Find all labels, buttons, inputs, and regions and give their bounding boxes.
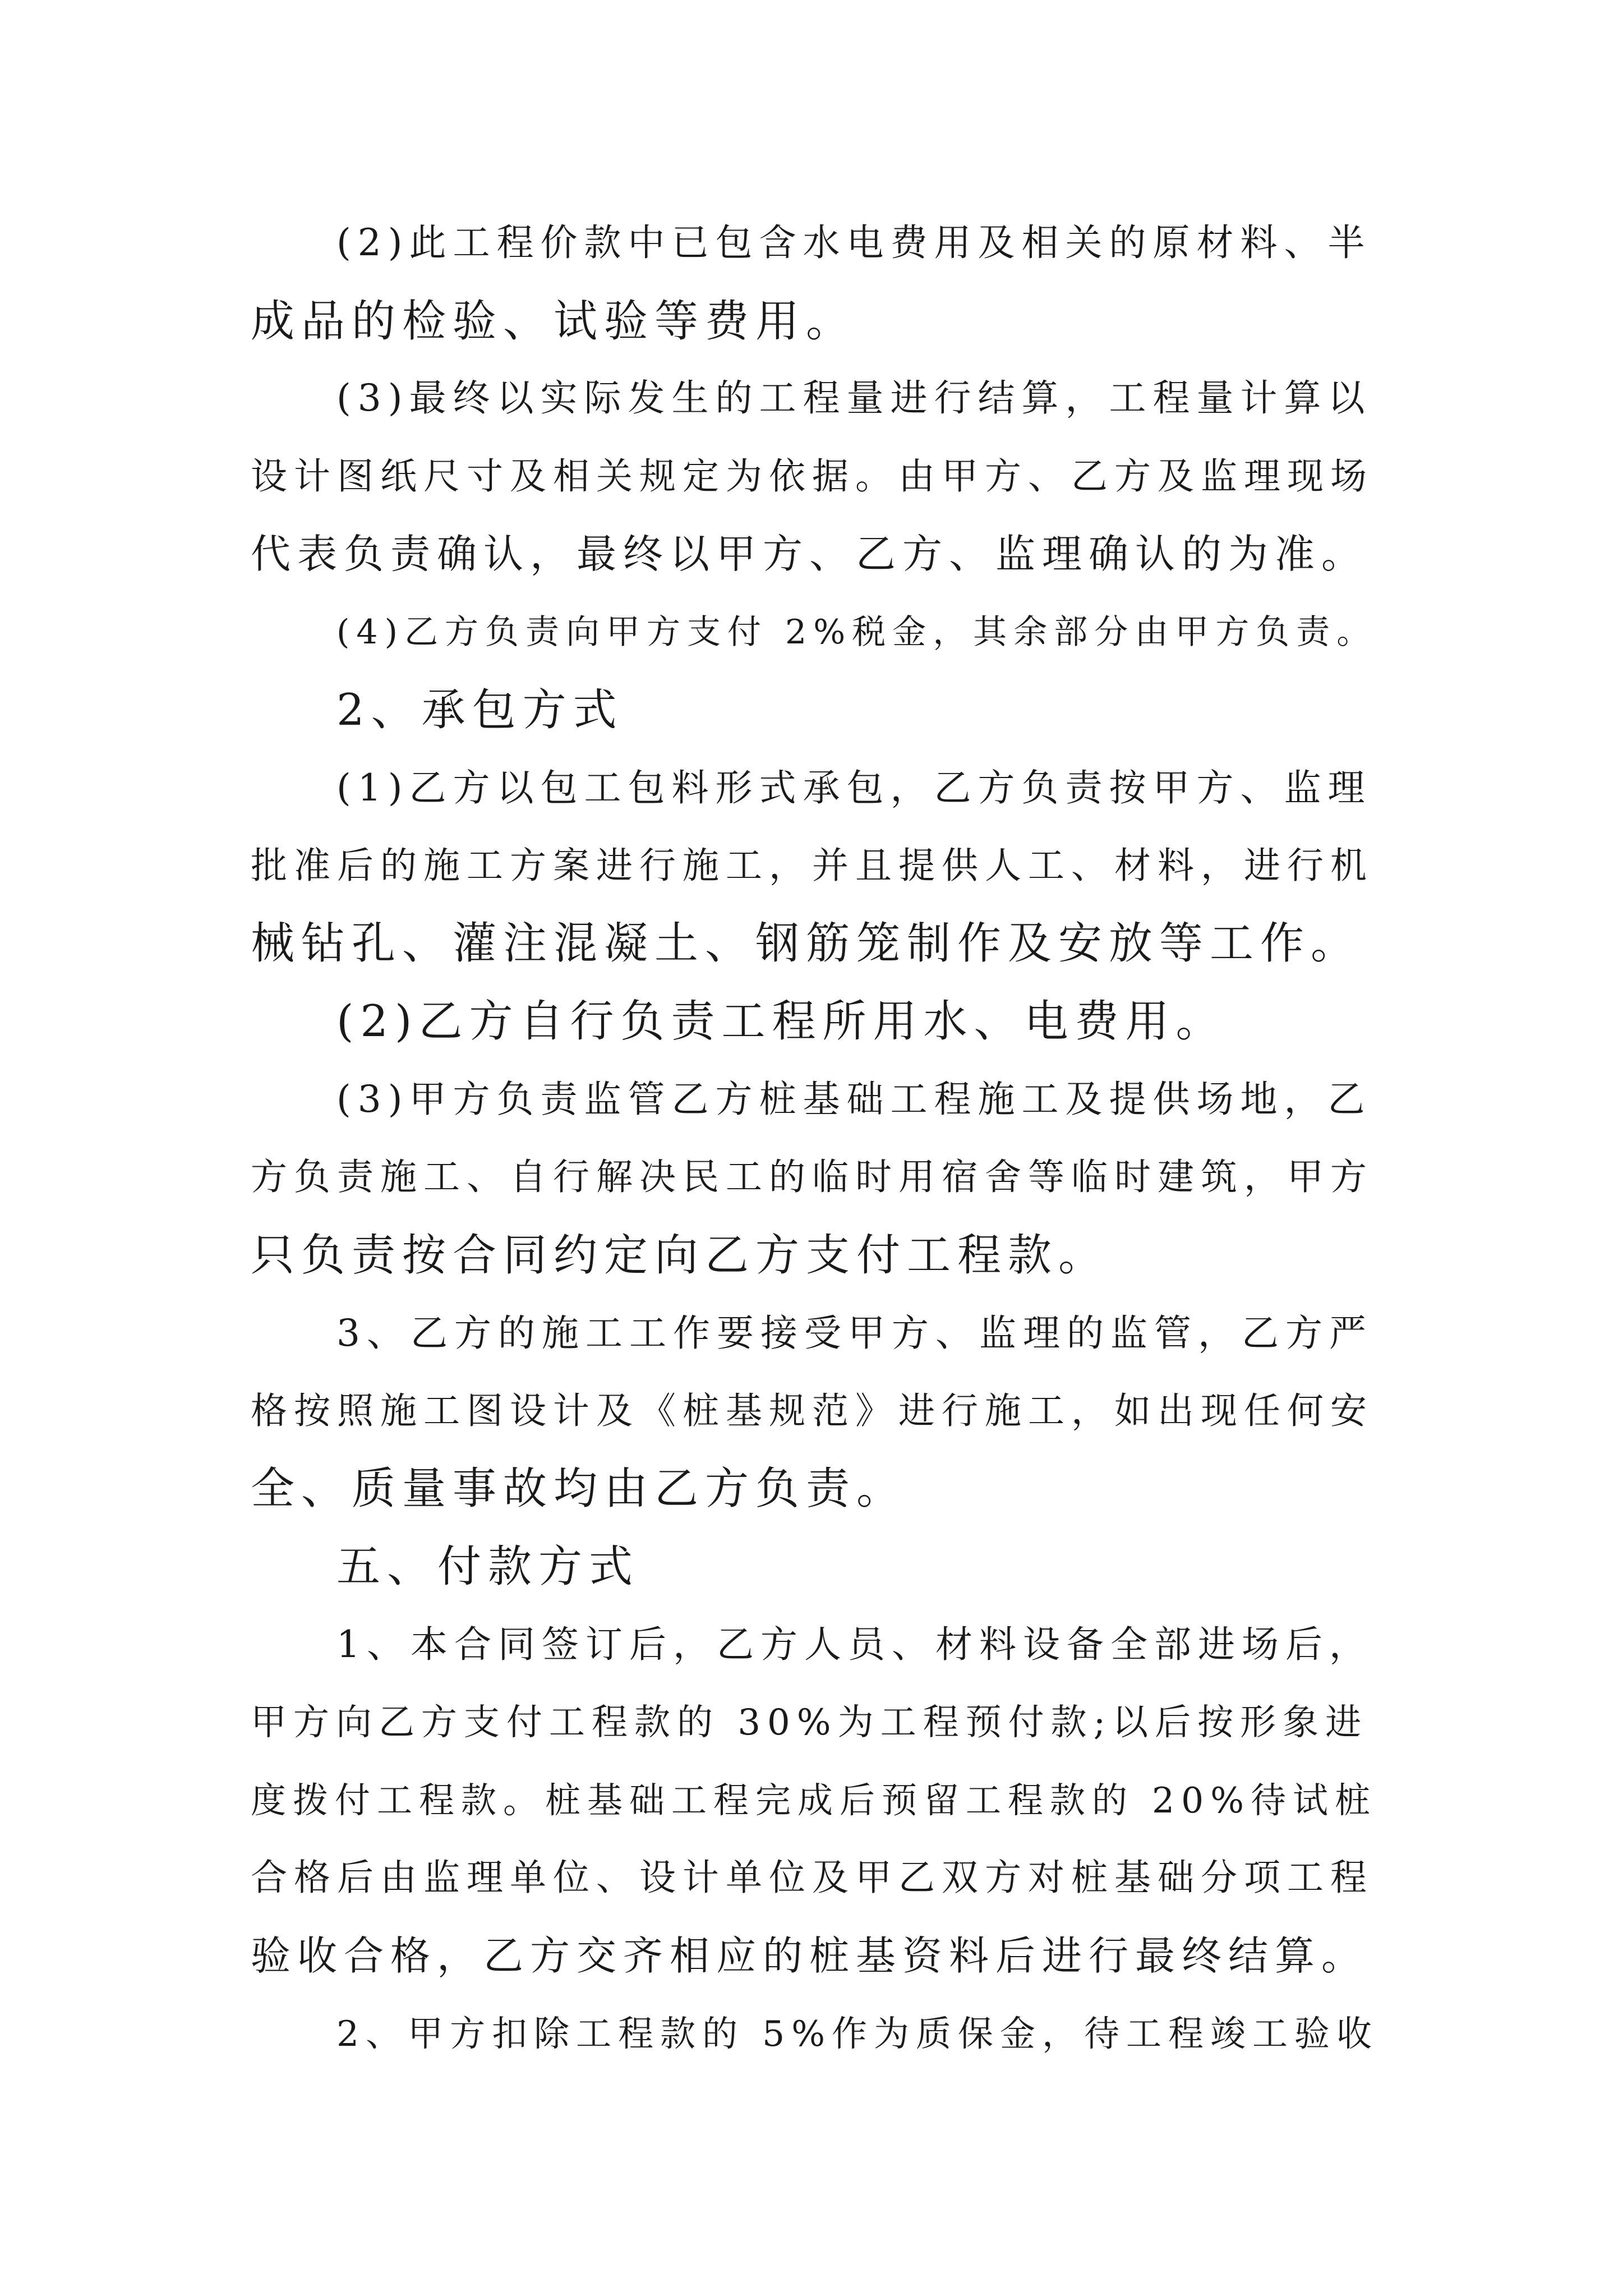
text-line: 设计图纸尺寸及相关规定为依据。由甲方、乙方及监理现场: [251, 455, 1374, 498]
text-line: 方负责施工、自行解决民工的临时用宿舍等临时建筑，甲方: [251, 1156, 1374, 1198]
text-line: 度拨付工程款。桩基础工程完成后预留工程款的 20%待试桩: [251, 1780, 1377, 1821]
text-line: 合格后由监理单位、设计单位及甲乙双方对桩基础分项工程: [251, 1857, 1374, 1899]
section-heading: 2、承包方式: [336, 685, 624, 735]
text-line: 批准后的施工方案进行施工，并且提供人工、材料，进行机: [251, 845, 1374, 887]
text-line: 2、甲方扣除工程款的 5%作为质保金，待工程竣工验收: [336, 2013, 1379, 2054]
text-line: (1)乙方以包工包料形式承包，乙方负责按甲方、监理: [336, 766, 1372, 809]
text-line: 成品的检验、试验等费用。: [251, 296, 857, 347]
text-line: (3)最终以实际发生的工程量进行结算，工程量计算以: [336, 376, 1372, 420]
text-line: 甲方向乙方支付工程款的 30%为工程预付款;以后按形象进: [251, 1702, 1368, 1743]
text-line: (2)乙方自行负责工程所用水、电费用。: [336, 996, 1227, 1047]
text-line: 全、质量事故均由乙方负责。: [251, 1464, 907, 1514]
text-line: (3)甲方负责监管乙方桩基础工程施工及提供场地，乙: [336, 1078, 1372, 1121]
text-line: 只负责按合同约定向乙方支付工程款。: [251, 1230, 1109, 1281]
text-line: 3、乙方的施工工作要接受甲方、监理的监管，乙方严: [336, 1312, 1373, 1355]
text-line: 1、本合同签订后，乙方人员、材料设备全部进场后，: [336, 1623, 1373, 1666]
text-line: (4)乙方负责向甲方支付 2%税金，其余部分由甲方负责。: [336, 613, 1377, 652]
section-heading: 五、付款方式: [336, 1542, 640, 1592]
text-line: 格按照施工图设计及《桩基规范》进行施工，如出现任何安: [251, 1390, 1374, 1432]
text-line: 验收合格，乙方交齐相应的桩基资料后进行最终结算。: [251, 1932, 1368, 1979]
text-line: 代表负责确认，最终以甲方、乙方、监理确认的为准。: [251, 531, 1368, 577]
text-line: 械钻孔、灌注混凝土、钢筋笼制作及安放等工作。: [251, 918, 1362, 969]
text-line: (2)此工程价款中已包含水电费用及相关的原材料、半: [336, 221, 1372, 264]
